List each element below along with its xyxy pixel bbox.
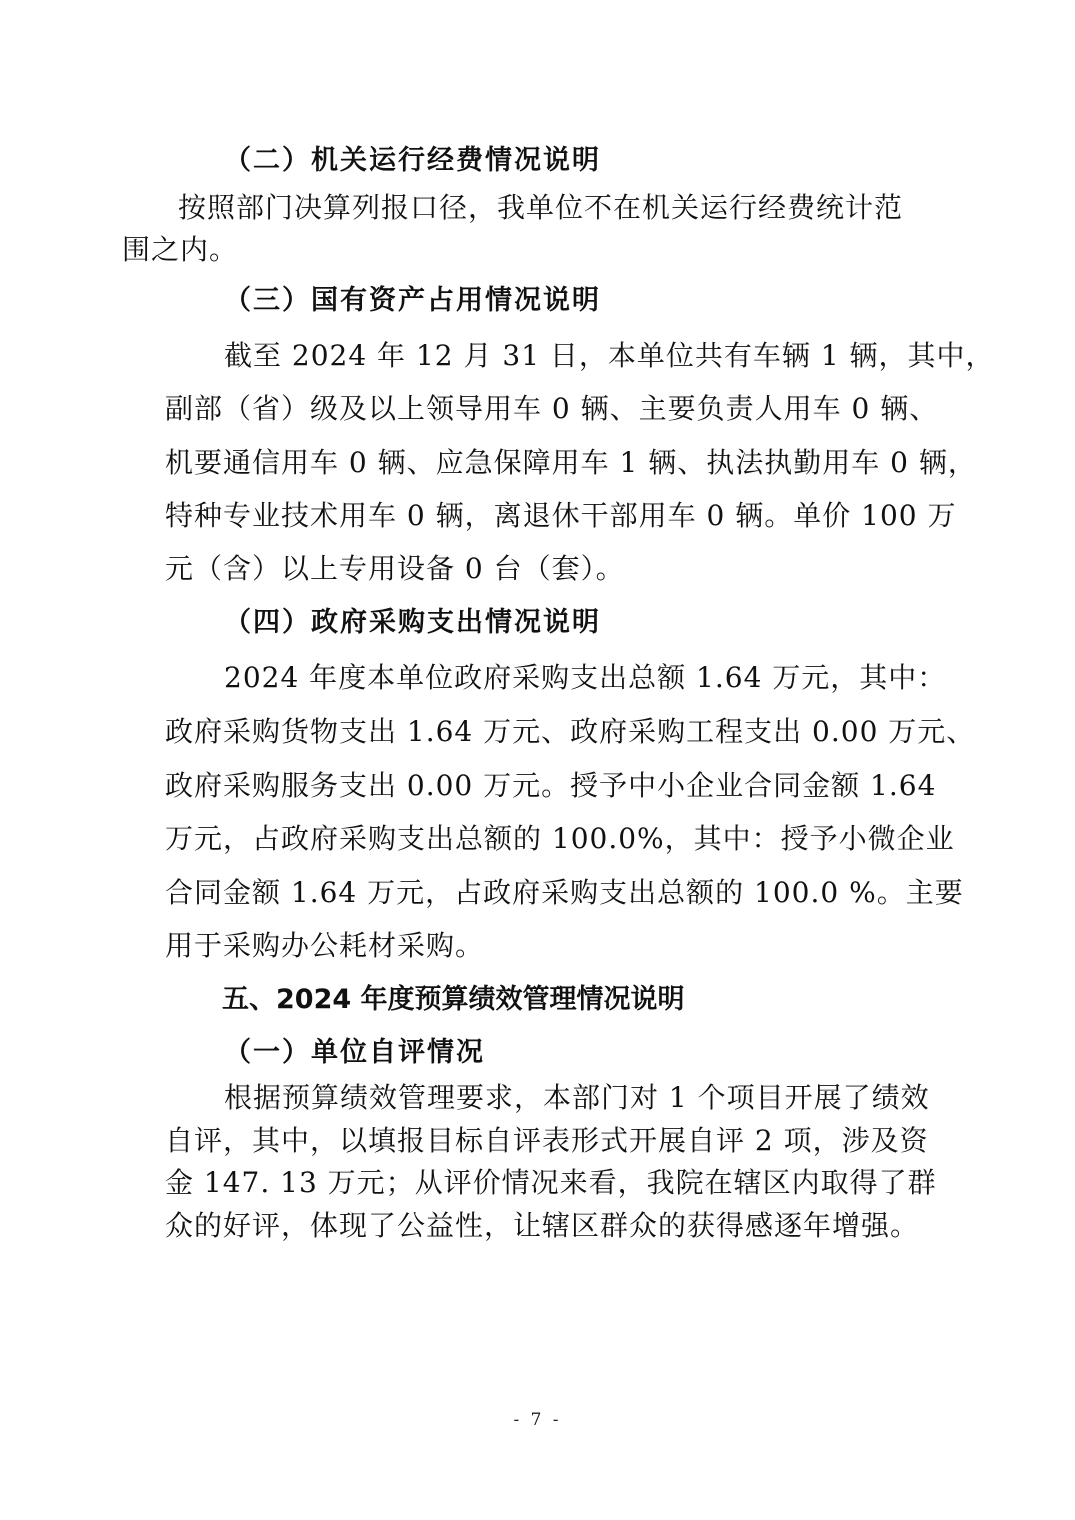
paragraph-line: 元（含）以上专用设备 0 台（套）。 <box>165 552 625 585</box>
section-heading-government-procurement: （四）政府采购支出情况说明 <box>224 607 601 638</box>
paragraph-line: 自评，其中，以填报目标自评表形式开展自评 2 项，涉及资 <box>165 1124 929 1157</box>
page-number: - 7 - <box>513 1410 562 1430</box>
paragraph-line: 合同金额 1.64 万元，占政府采购支出总额的 100.0 %。主要 <box>165 876 964 909</box>
paragraph-line: 根据预算绩效管理要求，本部门对 1 个项目开展了绩效 <box>224 1081 930 1114</box>
section-heading-state-assets: （三）国有资产占用情况说明 <box>224 285 601 316</box>
paragraph-line: 截至 2024 年 12 月 31 日，本单位共有车辆 1 辆，其中， <box>224 339 995 372</box>
section-heading-operating-expenses: （二）机关运行经费情况说明 <box>224 145 601 176</box>
paragraph-line: 众的好评，体现了公益性，让辖区群众的获得感逐年增强。 <box>165 1209 920 1242</box>
paragraph-line: 机要通信用车 0 辆、应急保障用车 1 辆、执法执勤用车 0 辆， <box>165 446 977 479</box>
paragraph-line: 2024 年度本单位政府采购支出总额 1.64 万元，其中： <box>224 661 947 694</box>
paragraph-line: 万元，占政府采购支出总额的 100.0%，其中：授予小微企业 <box>165 822 955 855</box>
section-heading-performance-management: 五、2024 年度预算绩效管理情况说明 <box>222 984 685 1015</box>
subsection-heading-self-evaluation: （一）单位自评情况 <box>224 1037 485 1068</box>
paragraph-line: 政府采购服务支出 0.00 万元。授予中小企业合同金额 1.64 <box>165 769 937 802</box>
paragraph-line: 副部（省）级及以上领导用车 0 辆、主要负责人用车 0 辆、 <box>165 392 939 425</box>
paragraph-line: 政府采购货物支出 1.64 万元、政府采购工程支出 0.00 万元、 <box>165 715 976 748</box>
paragraph-line: 围之内。 <box>122 233 239 266</box>
paragraph-line: 特种专业技术用车 0 辆，离退休干部用车 0 辆。单价 100 万 <box>165 499 957 532</box>
paragraph-line: 用于采购办公耗材采购。 <box>165 929 485 962</box>
paragraph-line: 按照部门决算列报口径，我单位不在机关运行经费统计范 <box>178 191 904 224</box>
paragraph-line: 金 147. 13 万元；从评价情况来看，我院在辖区内取得了群 <box>165 1166 937 1199</box>
